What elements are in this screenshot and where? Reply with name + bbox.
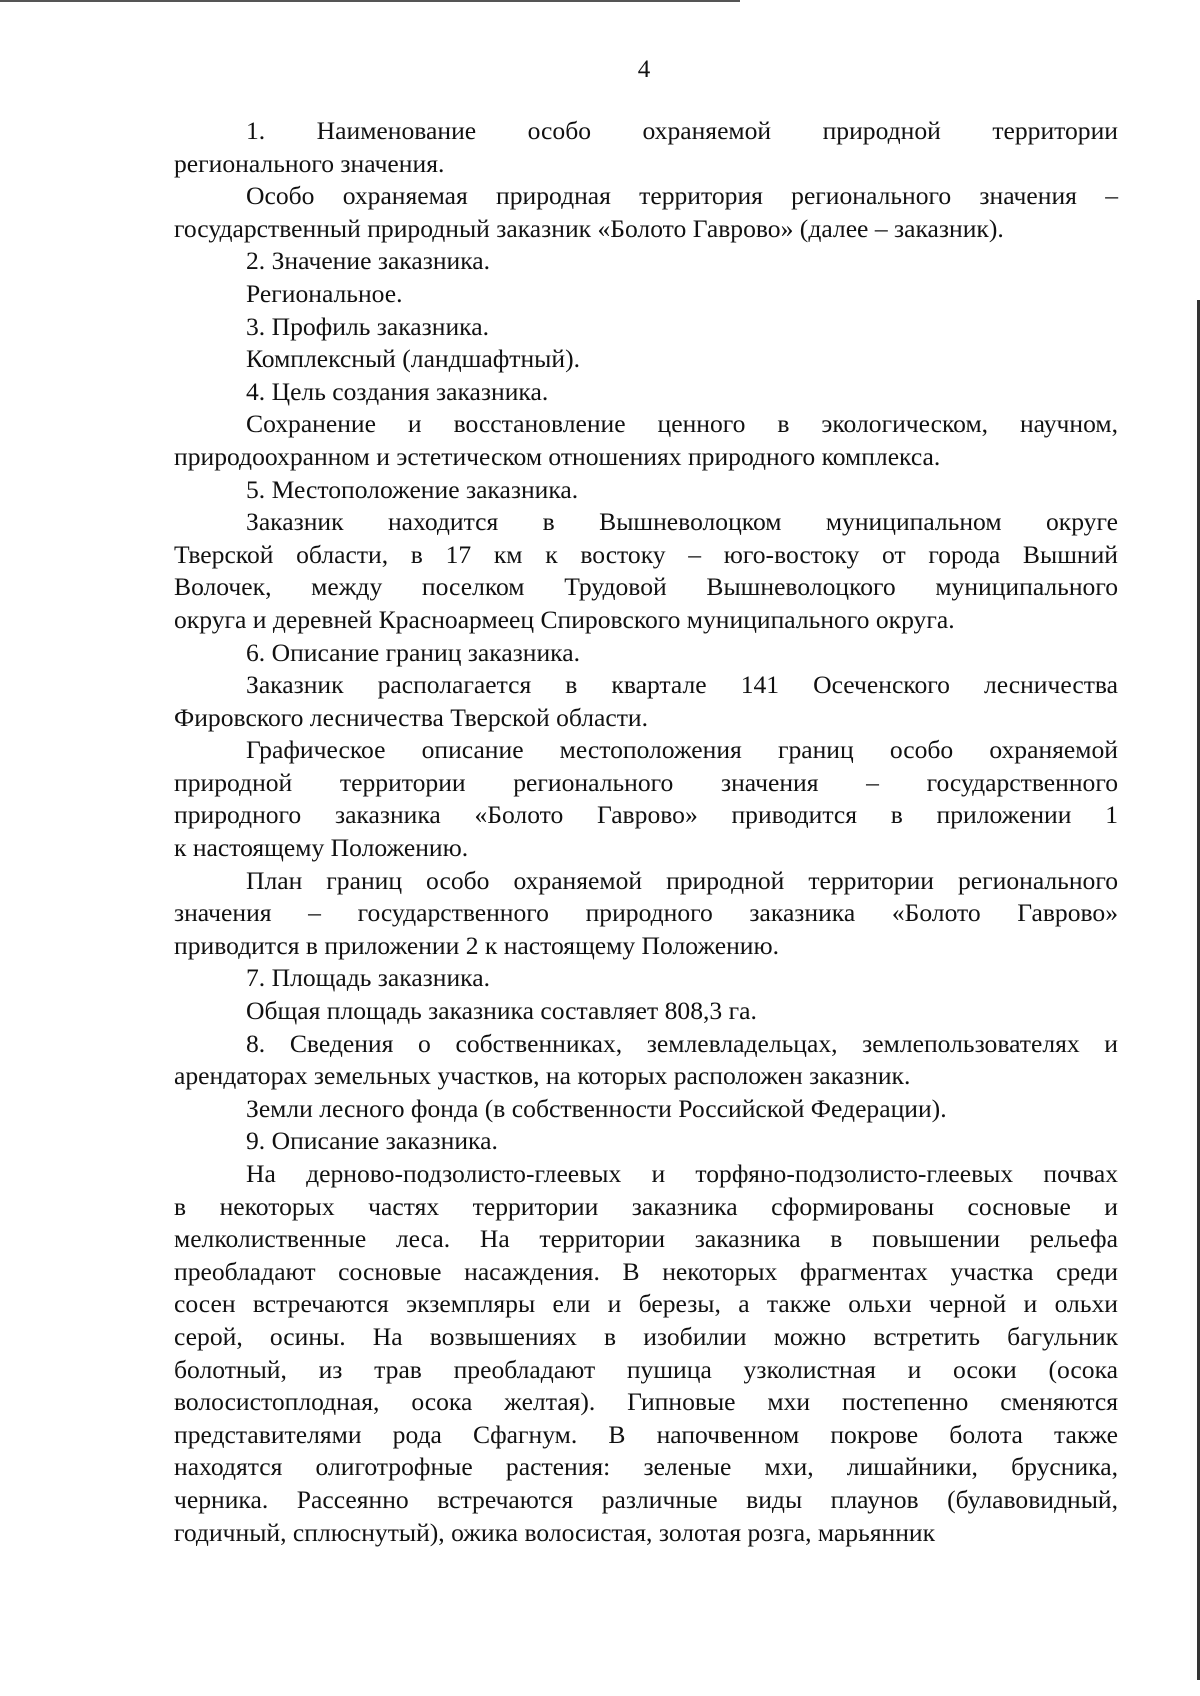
text-line: мелколиственные леса. На территории заказника в повышении рельефа bbox=[174, 1224, 1118, 1254]
paragraph-p17 bbox=[174, 1028, 1118, 1093]
text-line: болотный, из трав преобладают пушица узколистная и осоки (осока bbox=[174, 1354, 1118, 1384]
text-line: 8. Сведения о собственниках, землевладельцах, землепользователях и bbox=[246, 1028, 1118, 1058]
text-line: 3. Профиль заказника. bbox=[246, 311, 489, 341]
text-line: Фировского лесничества Тверской области. bbox=[174, 702, 649, 732]
text-line: приводится в приложении 2 к настоящему Положению. bbox=[174, 930, 780, 960]
text-line: округа и деревней Красноармеец Спировского муниципального округа. bbox=[174, 604, 955, 634]
text-line: Земли лесного фонда (в собственности Российской Федерации). bbox=[246, 1093, 947, 1123]
text-line: серой, осины. На возвышениях в изобилии можно встретить багульник bbox=[174, 1321, 1118, 1351]
text-line: Тверской области, в 17 км к востоку – юго-востоку от города Вышний bbox=[174, 539, 1118, 569]
text-line: значения – государственного природного заказника «Болото Гаврово» bbox=[174, 898, 1118, 928]
text-line: Региональное. bbox=[246, 278, 403, 308]
paragraph-p18 bbox=[174, 1093, 1118, 1126]
paragraph-p16 bbox=[174, 995, 1118, 1028]
text-line: План границ особо охраняемой природной территории регионального bbox=[246, 865, 1118, 895]
text-line: Графическое описание местоположения границ особо охраняемой bbox=[246, 735, 1118, 765]
paragraph-p13 bbox=[174, 734, 1118, 864]
text-line: 2. Значение заказника. bbox=[246, 246, 491, 276]
text-line: в некоторых частях территории заказника сформированы сосновые и bbox=[174, 1191, 1118, 1221]
paragraph-p7 bbox=[174, 376, 1118, 409]
paragraph-p12 bbox=[174, 669, 1118, 734]
text-line: Сохранение и восстановление ценного в экологическом, научном, bbox=[246, 409, 1118, 439]
text-line: Заказник располагается в квартале 141 Осеченского лесничества bbox=[246, 670, 1118, 700]
text-line: Общая площадь заказника составляет 808,3 га. bbox=[246, 996, 757, 1026]
text-line: сосен встречаются экземпляры ели и березы, а также ольхи черной и ольхи bbox=[174, 1289, 1118, 1319]
text-line: представителями рода Сфагнум. В напочвенном покрове болота также bbox=[174, 1419, 1118, 1449]
text-line: 5. Местоположение заказника. bbox=[246, 474, 579, 504]
scan-edge-top bbox=[0, 0, 740, 2]
paragraph-p19 bbox=[174, 1125, 1118, 1158]
text-line: Особо охраняемая природная территория регионального значения – bbox=[246, 181, 1118, 211]
document-body bbox=[174, 115, 1118, 1549]
text-line: Волочек, между поселком Трудовой Вышневолоцкого муниципального bbox=[174, 572, 1118, 602]
paragraph-p3 bbox=[174, 245, 1118, 278]
text-line: находятся олиготрофные растения: зеленые мхи, лишайники, брусника, bbox=[174, 1452, 1118, 1482]
text-line: Комплексный (ландшафтный). bbox=[246, 344, 580, 374]
text-line: На дерново-подзолисто-глеевых и торфяно-подзолисто-глеевых почвах bbox=[246, 1159, 1118, 1188]
paragraph-p6 bbox=[174, 343, 1118, 376]
paragraph-p1 bbox=[174, 115, 1118, 180]
text-line: Заказник находится в Вышневолоцком муниципальном округе bbox=[246, 507, 1118, 537]
page-number: 4 bbox=[637, 56, 651, 83]
paragraph-p10 bbox=[174, 506, 1118, 636]
text-line: арендаторах земельных участков, на которых расположен заказник. bbox=[174, 1061, 911, 1091]
text-line: годичный, сплюснутый), ожика волосистая, золотая розга, марьянник bbox=[174, 1517, 936, 1547]
text-line: природного заказника «Болото Гаврово» приводится в приложении 1 bbox=[174, 800, 1118, 830]
paragraph-p8 bbox=[174, 408, 1118, 473]
paragraph-p15 bbox=[174, 962, 1118, 995]
text-line: регионального значения. bbox=[174, 148, 445, 178]
paragraph-p11 bbox=[174, 637, 1118, 670]
text-line: к настоящему Положению. bbox=[174, 833, 469, 863]
paragraph-p4 bbox=[174, 278, 1118, 311]
text-line: преобладают сосновые насаждения. В некоторых фрагментах участка среди bbox=[174, 1256, 1118, 1286]
text-line: черника. Рассеянно встречаются различные виды плаунов (булавовидный, bbox=[174, 1484, 1118, 1514]
text-line: 1. Наименование особо охраняемой природной территории bbox=[246, 116, 1118, 145]
text-line: 7. Площадь заказника. bbox=[246, 963, 490, 993]
paragraph-p14 bbox=[174, 865, 1118, 963]
paragraph-p20 bbox=[174, 1158, 1118, 1549]
text-line: государственный природный заказник «Болото Гаврово» (далее – заказник). bbox=[174, 213, 1004, 243]
text-line: 6. Описание границ заказника. bbox=[246, 637, 580, 667]
text-line: природоохранном и эстетическом отношениях природного комплекса. bbox=[174, 441, 941, 471]
paragraph-p5 bbox=[174, 311, 1118, 344]
paragraph-p2 bbox=[174, 180, 1118, 245]
paragraph-p9 bbox=[174, 474, 1118, 507]
text-line: волосистоплодная, осока желтая). Гипновые мхи постепенно сменяются bbox=[174, 1387, 1118, 1417]
text-line: 9. Описание заказника. bbox=[246, 1126, 498, 1156]
text-line: природной территории регионального значения – государственного bbox=[174, 767, 1118, 797]
text-line: 4. Цель создания заказника. bbox=[246, 376, 549, 406]
